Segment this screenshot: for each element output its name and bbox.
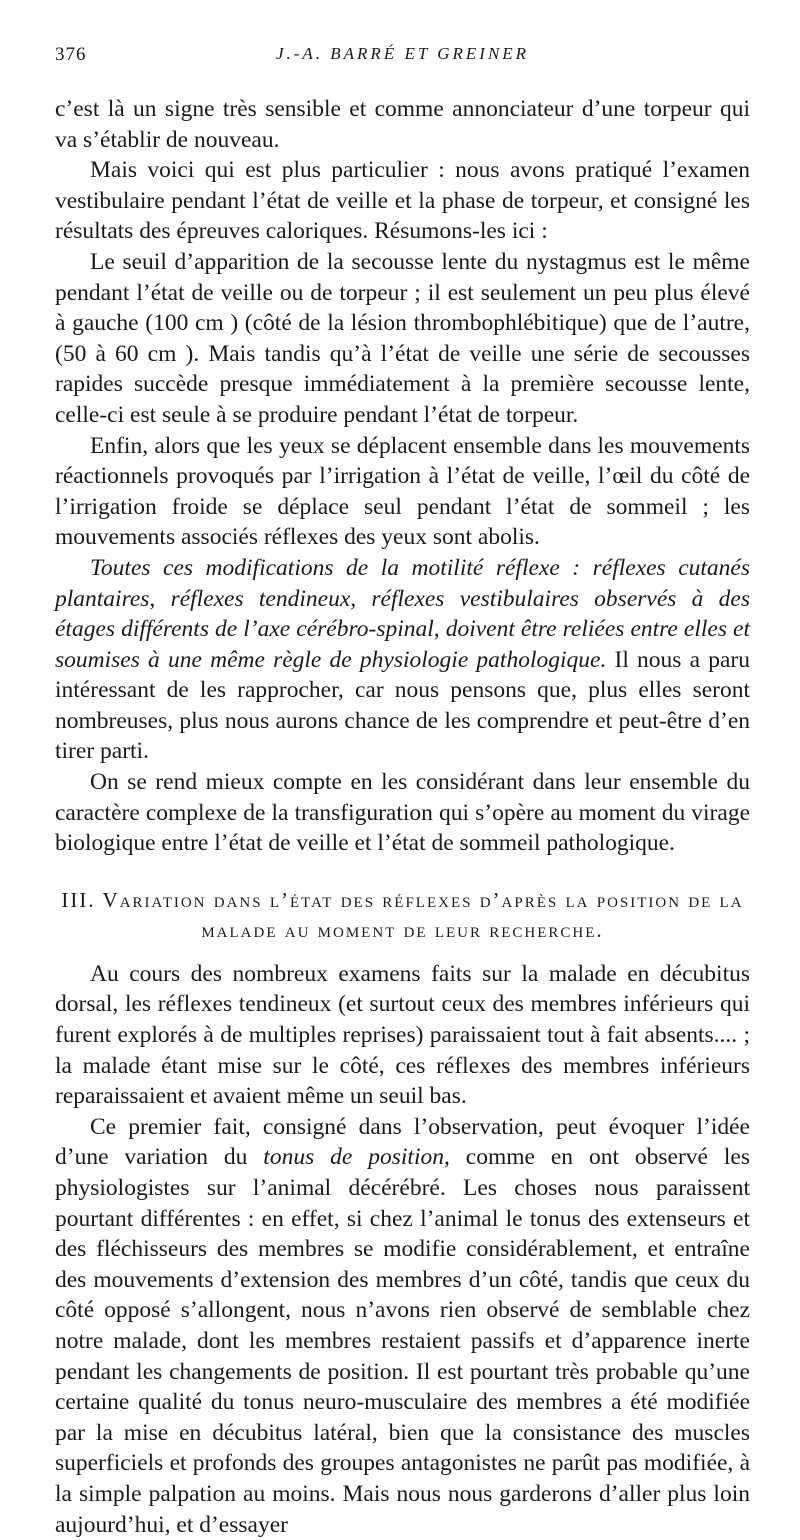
paragraph-8-end: , comme en ont observé les physiologistes sur l’animal décérébré. Les choses nous paraissent pourtant différentes : en effet, si chez l’animal le tonus des extenseurs et des fléchisseurs des membres se modifie considérablement, et entraîne des mouvements d’extension des membres d’un côté, tandis que ceux du côté opposé s’allongent, nous n’avons rien observé de semblable chez notre malade, dont les membres restaient passifs et d’apparence inerte pendant les changements de position. Il est pourtant très probable qu’une certaine qualité du tonus neuro-musculaire des membres a été modifiée par la mise en décubitus latéral, bien que la consistance des muscles superficiels et profonds des groupes antagonistes ne parût pas modifiée, à la simple palpation au moins. Mais nous nous garderons d’aller plus loin aujourd’hui, et d’essayer	[55, 1144, 750, 1538]
paragraph-1: c’est là un signe très sensible et comme annonciateur d’une torpeur qui va s’établir de nouveau.	[55, 96, 750, 153]
page-header	[55, 30, 750, 70]
paragraph-4: Enfin, alors que les yeux se déplacent ensemble dans les mouvements réactionnels provoqués par l’irrigation à l’état de veille, l’œil du côté de l’irrigation froide se déplace seul pendant l’état de sommeil ; les mouvements associés réflexes des yeux sont abolis.	[55, 432, 750, 551]
paragraph-5-italic: Toutes ces modifications de la motilité réflexe : réflexes cutanés plantaires, réflexes tendineux, réflexes vestibulaires observés à des étages différents de l’axe cérébro-spinal, doivent être reliées entre elles et soumises à une même règle de physiologie pathologique.	[55, 554, 750, 673]
paragraph-5-rest: Il nous a paru intéressant de les rapprocher, car nous pensons que, plus elles seront nombreuses, plus nous aurons chance de les comprendre et peut-être d’en tirer parti.	[55, 646, 750, 765]
body-text	[55, 94, 750, 1540]
running-title: J.-A. BARRÉ ET GREINER	[275, 44, 530, 63]
page-number: 376	[55, 44, 87, 65]
paragraph-8-italic: tonus de position	[263, 1144, 444, 1171]
paragraph-8	[55, 1112, 750, 1540]
paragraph-6: On se rend mieux compte en les considérant dans leur ensemble du caractère complexe de la transfiguration qui s’opère au moment du virage biologique entre l’état de veille et l’état de sommeil pathologique.	[55, 769, 750, 857]
paragraph-3: Le seuil d’apparition de la secousse lente du nystagmus est le même pendant l’état de veille ou de torpeur ; il est seulement un peu plus élevé à gauche (100 cm ) (côté de la lésion thrombophlébitique) que de l’autre, (50 à 60 cm ). Mais tandis qu’à l’état de veille une série de secousses rapides succède presque immédiatement à la première secousse lente, celle-ci est seule à se produire pendant l’état de torpeur.	[55, 248, 750, 428]
section-heading: III. Variation dans l’état des réflexes d’après la position de la malade au moment de leur recherche.	[61, 887, 744, 942]
paragraph-2: Mais voici qui est plus particulier : nous avons pratiqué l’examen vestibulaire pendant l’état de veille et la phase de torpeur, et consigné les résultats des épreuves caloriques. Résumons-les ici :	[55, 157, 750, 245]
paragraph-5	[55, 553, 750, 767]
paragraph-8-start: Ce premier fait, consigné dans l’observation, peut évoquer l’idée d’une variation du	[55, 1113, 750, 1171]
paragraph-7: Au cours des nombreux examens faits sur la malade en décubitus dorsal, les réflexes tendineux (et surtout ceux des membres inférieurs qui furent explorés à de multiples reprises) paraissaient tout à fait absents.... ; la malade étant mise sur le côté, ces réflexes des membres inférieurs reparaissaient et avaient même un seuil bas.	[55, 960, 750, 1110]
